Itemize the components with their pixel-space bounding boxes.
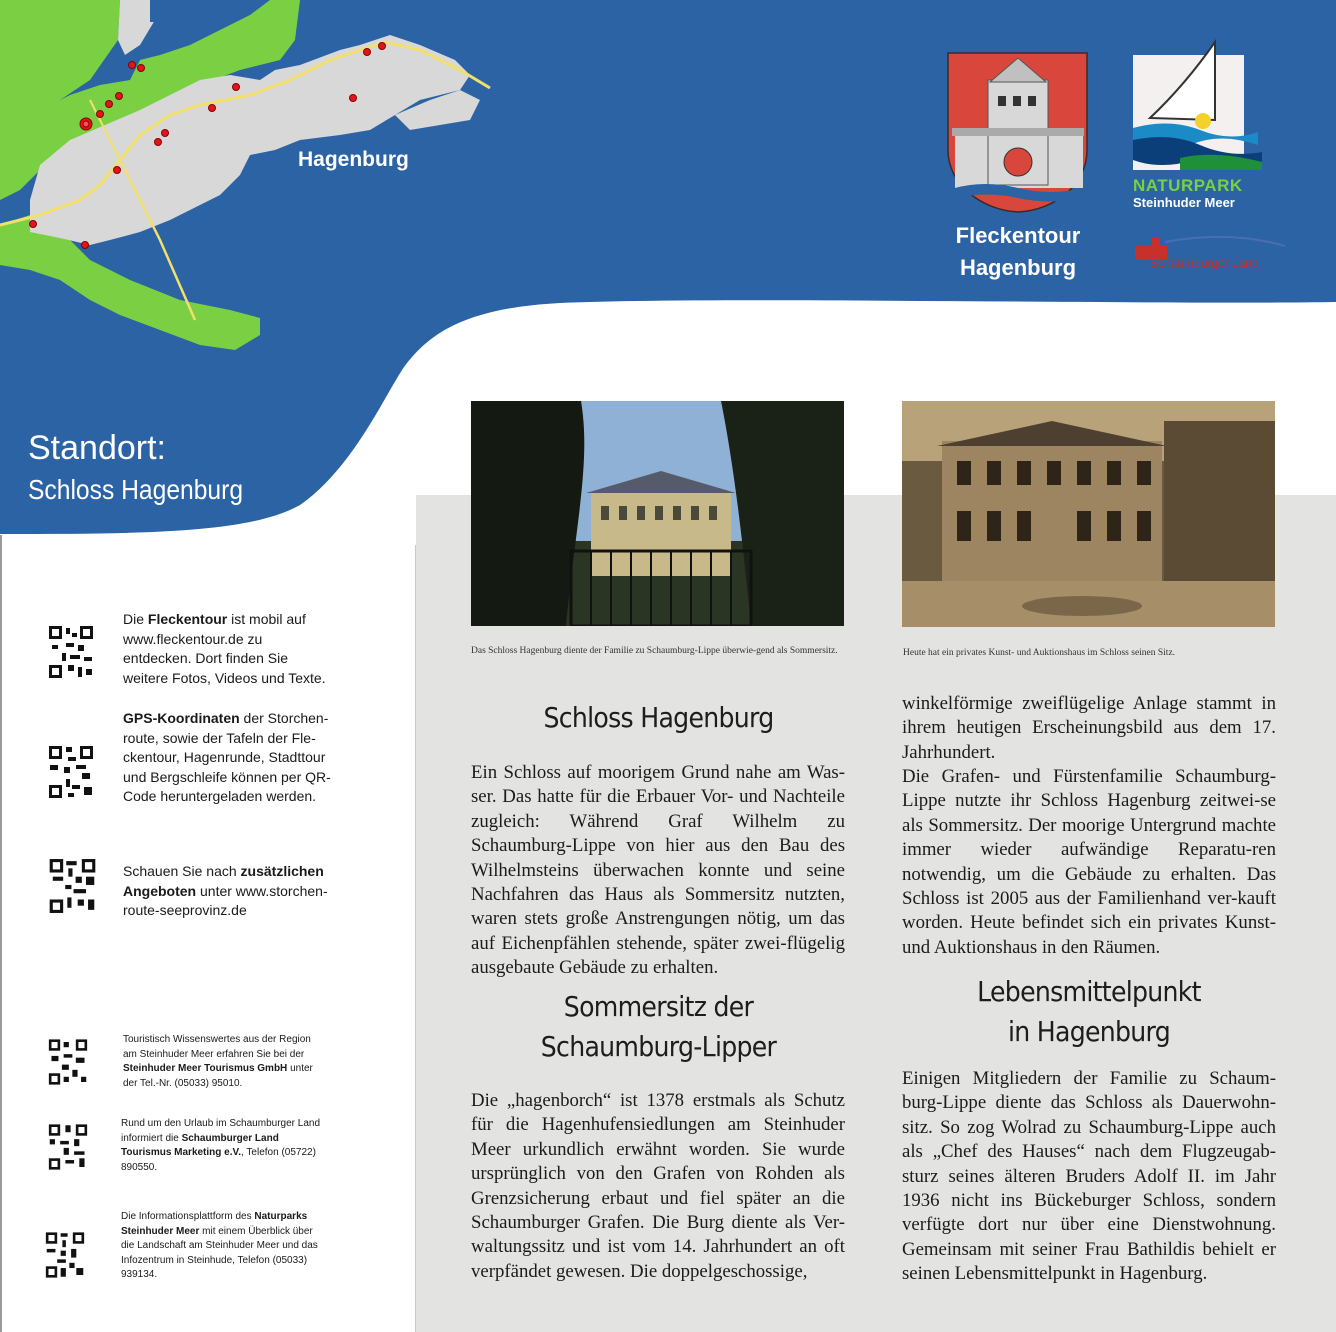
qr-code-icon[interactable] bbox=[48, 1037, 88, 1087]
tour-caption-line2: Hagenburg bbox=[959, 255, 1077, 280]
right-photo-caption: Heute hat ein privates Kunst- und Auktionshaus im Schloss seinen Sitz. bbox=[903, 648, 1176, 658]
tour-caption bbox=[940, 220, 1096, 284]
castle-photo-color bbox=[471, 401, 844, 626]
paragraph-intro: Ein Schloss auf moorigem Grund nahe am Was-ser. Das hatte für die Erbauer Vor- und Nachteile zugleich: Während Graf Wilhelm zu Schaumburg-Lippe von hier aus den Bau des Wilhelmsteins überwachen konnte und seine Nachfahren das Haus als Sommersitz nutzten, waren stets große Anstrengungen nötig, um das auf Eichenpfählen stehende, später zwei-flügelig ausgebaute Gebäude zu erhalten. bbox=[471, 762, 845, 979]
qr1-text: Die Fleckentour ist mobil auf www.fleckentour.de zu entdecken. Dort finden Sie weitere Fotos, Videos und Texte. bbox=[123, 611, 326, 686]
paragraph-grafen: Die Grafen- und Fürstenfamilie Schaumburg-Lippe nutzte ihr Schloss Hagenburg zeitwei-se als Sommersitz. Der moorige Untergrund machte immer wieder aufwändige Reparatu-ren notwendig, um die Gebäude zu erhalten. Das Schloss ist 2005 aus der Familienhand ver-kauft worden. Heute befindet sich ein privates Kunst- und Auktionshaus in den Räumen. bbox=[902, 766, 1276, 958]
qr-code-icon[interactable] bbox=[45, 858, 100, 914]
schaumburger-land-label: Schaumburger Land bbox=[1150, 256, 1259, 270]
qr-code-icon[interactable] bbox=[48, 1122, 88, 1172]
qr2-text: GPS-Koordinaten der Storchen-route, sowie der Tafeln der Fle-ckentour, Hagenrunde, Stadttour und Bergschleife können per QR-Code heruntergeladen werden. bbox=[123, 710, 331, 804]
heading-schloss: Schloss Hagenburg bbox=[543, 701, 774, 734]
qr6-text: Die Informationsplattform des Naturparks Steinhuder Meer mit einem Überblick über die Landschaft am Steinhuder Meer und das Infozentrum in Steinhude, Telefon (05033) 939134. bbox=[121, 1211, 318, 1280]
qr3-text: Schauen Sie nach zusätzlichen Angeboten unter www.storchen-route-seeprovinz.de bbox=[123, 863, 328, 918]
heading-lebensmittelpunkt: Lebensmittelpunkt in Hagenburg bbox=[977, 975, 1201, 1048]
coat-of-arms-logo bbox=[948, 53, 1087, 212]
qr4-text: Touristisch Wissenswertes aus der Region am Steinhuder Meer erfahren Sie bei der Steinhuder Meer Tourismus GmbH unter der Tel.-Nr. (05033) 95010. bbox=[123, 1034, 313, 1089]
sidebar-divider bbox=[415, 545, 416, 1332]
naturpark-sublabel: Steinhuder Meer bbox=[1133, 195, 1235, 210]
standort-title: Standort: bbox=[28, 429, 166, 467]
paragraph-hagenborch: Die „hagenborch“ ist 1378 erstmals als Schutz für die Hagenhufensiedlungen am Steinhuder Meer urkundlich erwähnt worden. Sie wurde ursprünglich von den Grafen von Rohden als Grenzsicherung erbaut und fiel später an die Schaumburger Grafen. Die Burg diente als Ver-waltungssitz und ist vom 14. Jahrhundert an oft verpfändet gewesen. Die doppelgeschossige, bbox=[471, 1090, 845, 1282]
standort-subtitle: Schloss Hagenburg bbox=[28, 474, 244, 505]
naturpark-label: NATURPARK bbox=[1133, 176, 1243, 195]
qr5-text: Rund um den Urlaub im Schaumburger Land informiert die Schaumburger Land Tourismus Marketing e.V., Telefon (05722) 890550. bbox=[121, 1118, 320, 1173]
paragraph-anlage: winkelförmige zweiflügelige Anlage stammt in ihrem heutigen Erscheinungsbild aus dem 17. Jahrhundert. bbox=[902, 693, 1276, 763]
naturpark-logo bbox=[1133, 42, 1262, 170]
castle-photo-historic bbox=[902, 401, 1275, 627]
map-place-label: Hagenburg bbox=[298, 148, 409, 171]
heading-sommersitz: Sommersitz der Schaumburg-Lipper bbox=[540, 990, 777, 1063]
paragraph-wolrad: Einigen Mitgliedern der Familie zu Schaum-burg-Lippe diente das Schloss als Dauerwohn-sitz. So zog Wolrad zu Schaumburg-Lippe auch als „Chef des Hauses“ nach dem Flugzeugab-sturz seines älteren Bruders Adolf II. im Jahr 1936 nicht ins Bückeburger Schloss, sondern verfügte dort nur über eine Dienstwohnung. Gemeinsam mit seiner Frau Bathildis behielt er seinen Lebensmittelpunkt in Hagenburg. bbox=[902, 1068, 1276, 1285]
left-photo-caption: Das Schloss Hagenburg diente der Familie zu Schaumburg-Lippe überwie-gend als Sommersitz. bbox=[471, 646, 838, 656]
tour-caption-line1: Fleckentour bbox=[955, 223, 1081, 248]
qr-code-icon[interactable] bbox=[48, 745, 94, 799]
qr-code-icon[interactable] bbox=[48, 625, 94, 679]
qr-code-icon[interactable] bbox=[45, 1230, 85, 1280]
